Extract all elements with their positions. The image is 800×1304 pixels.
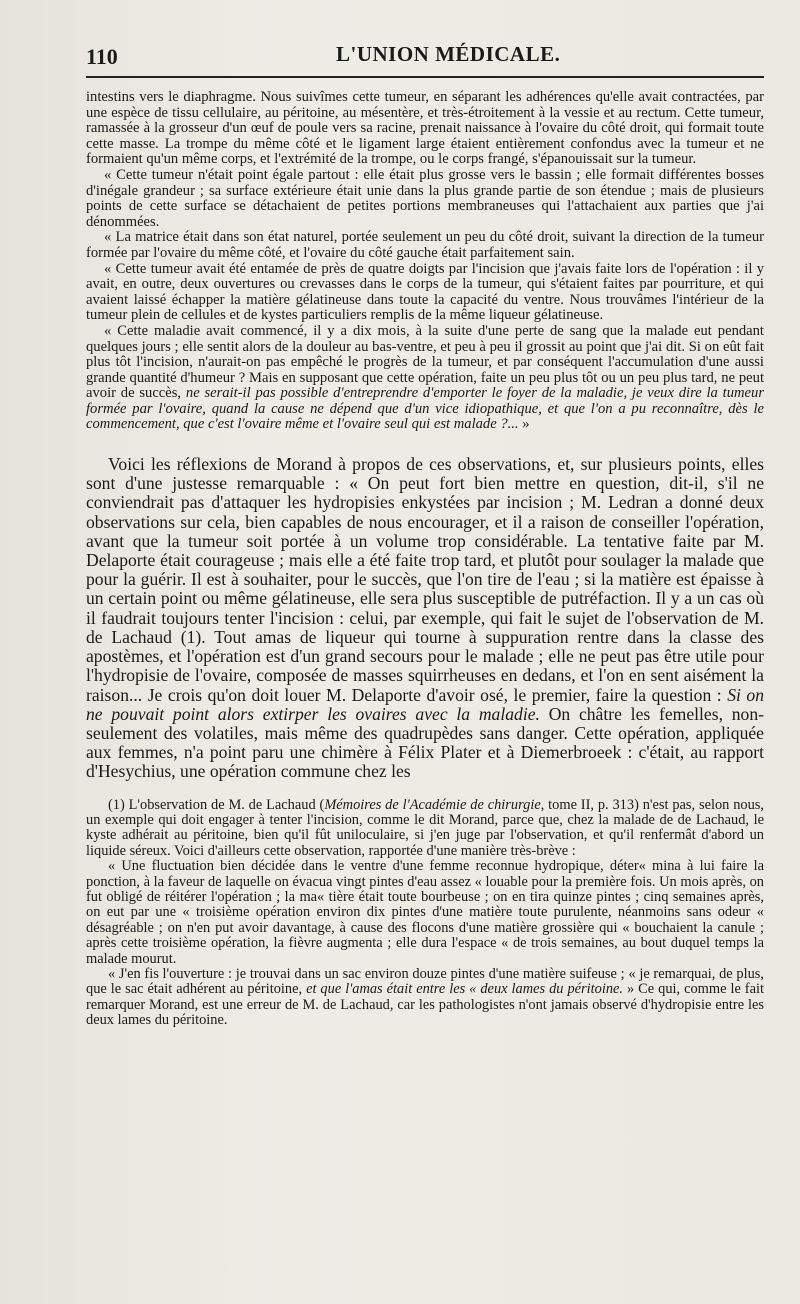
quoted-paragraph: « Cette tumeur n'était point égale partout : elle était plus grosse vers le bassin ; elle formait différentes bosses d'inégale grandeur ; sa surface extérieure était unie dans la plus grande partie de son étendue ; mais de plusieurs points de cette surface se détachaient de petites portions membraneuses qui l'attachaient aux parties que j'ai dénommées.: [86, 166, 764, 230]
main-text: [86, 455, 764, 781]
quoted-italic-text: ne serait-il pas possible d'entreprendre d'emporter le foyer de la maladie, je veux dire la tumeur formée par l'ovaire, quand la cause ne dépend que d'un vice idiopathique, et que l'on a pu reconnaître, dès le commencement, que c'est l'ovaire même et l'ovaire seul qui est malade ?...: [86, 385, 764, 433]
page-header: [86, 36, 764, 76]
quoted-text: « Cette maladie avait commencé, il y a dix mois, à la suite d'une perte de sang que la malade eut pendant quelques jours ; elle sentit alors de la douleur au bas-ventre, et peu à peu il grossit au point que j'ai dit. Si on eût fait plus tôt l'incision, n'aurait-on pas empêché le progrès de la tumeur, et par conséquent l'accumulation d'une aussi grande quantité d'humeur ? Mais en supposant que cette opération, faite un peu plus tôt ou un peu plus tard, ne peut avoir de succès,: [86, 322, 764, 402]
footnote-quote: « Une fluctuation bien décidée dans le ventre d'une femme reconnue hydropique, déter« mina à lui faire la ponction, à la faveur de laquelle on évacua vingt pintes d'eau assez « louable pour la première fois. Un mois après, on fut obligé de réitérer l'opération ; la ma« tière était toute bourbeuse ; on en tira quinze pintes ; cinq semaines après, on eut par une « troisième opération environ dix pintes d'une matière toute purulente, néanmoins sans odeur « désagréable ; on n'en put avoir davantage, à cause des flocons d'une matière grossière qui « bouchaient la canule ; après cette troisième opération, la fièvre augmenta ; elle dura l'espace « de trois semaines, au bout duquel temps la malade mourut.: [86, 858, 764, 967]
main-italic-question: Si on ne pouvait point alors extirper les ovaires avec la maladie.: [86, 684, 765, 724]
footnote-quote: [86, 967, 764, 1029]
quoted-paragraph: [86, 324, 764, 433]
footnote-italic-text: et que l'amas était entre les « deux lames du péritoine.: [306, 981, 623, 998]
page-number: 110: [86, 44, 118, 69]
footnote-text: « J'en fis l'ouverture : je trouvai dans un sac environ douze pintes d'une matière suifeuse ; « je remarquai, de plus, que le sac était adhérent au péritoine,: [86, 965, 764, 998]
main-paragraph: [86, 455, 764, 781]
quoted-closing: »: [518, 416, 530, 433]
main-text-part: On châtre les femelles, non-seulement des volatiles, mais même des quadrupèdes sans danger. Cette opération, appliquée aux femmes, n'a point paru une chimère à Félix Plater et à Diemerbroeek : c'était, au rapport d'Hesychius, une opération commune chez les: [86, 703, 764, 782]
header-rule: [86, 76, 764, 78]
quoted-paragraph: « La matrice était dans son état naturel, portée seulement un peu du côté droit, suivant la direction de la tumeur formée par l'ovaire du même côté, et l'ovaire du côté gauche était parfaitement sain.: [86, 229, 764, 261]
running-title: L'UNION MÉDICALE.: [336, 42, 561, 66]
footnote-text: » Ce qui, comme le fait remarquer Morand, est une erreur de M. de Lachaud, car les pathologistes n'ont jamais observé d'hydropisie entre les deux lames du péritoine.: [86, 981, 764, 1029]
quoted-paragraph: intestins vers le diaphragme. Nous suivîmes cette tumeur, en séparant les adhérences qu'elle avait contractées, par une espèce de tissu cellulaire, au péritoine, au mésentère, et très-étroitement à la vessie et au rectum. Cette tumeur, ramassée à la grosseur d'un œuf de poule vers sa racine, prenait naissance à l'ovaire du côté droit, qui formait toute cette masse. La trompe du même côté et le ligament large étaient entièrement confondus avec la tumeur et ne formaient qu'un même corps, et l'extrémité de la trompe, ou le corps frangé, s'épanouissait sur la tumeur.: [86, 89, 764, 168]
footnote-citation: Mémoires de l'Académie de chirurgie: [324, 796, 541, 813]
quoted-observation: [86, 90, 764, 433]
footnote-text: (1) L'observation de M. de Lachaud (: [108, 796, 325, 813]
main-text-part: Voici les réflexions de Morand à propos de ces observations, et, sur plusieurs points, elles sont d'une justesse remarquable : « On peut fort bien mettre en question, dit-il, s'il ne conviendrait pas d'attaquer les hydropisies enkystées par incision ; M. Ledran a donné deux observations sur cela, bien capables de nous encourager, et il a raison de conseiller l'opération, avant que la tumeur soit portée à un volume trop considérable. La tentative faite par M. Delaporte était courageuse ; mais elle a été faite trop tard, et plutôt pour soulager la malade que pour la guérir. Il est à souhaiter, pour le succès, que l'on tire de l'eau ; si la matière est épaisse à un certain point ou même gélatineuse, elle sera plus susceptible de putréfaction. Il y a un cas où il faudrait toujours tenter l'incision : celui, par exemple, qui fait le sujet de l'observation de M. de Lachaud (1). Tout amas de liqueur qui tourne à suppuration rentre dans la classe des apostèmes, et l'opération est d'un grand secours pour le malade ; elle ne peut pas être utile pour l'hydropisie de l'ovaire, composée de masses squirrheuses en dedans, et l'on en sent aisément la raison... Je crois qu'on doit louer M. Delaporte d'avoir osé, le premier, faire la question :: [86, 454, 764, 705]
footnotes: [86, 798, 764, 1029]
footnote-text: , tome II, p. 313) n'est pas, selon nous, un exemple qui doit engager à tenter l'incision, comme le dit Morand, parce que, chez la malade de de Lachaud, le kyste adhérait au péritoine, bien qu'il fût uniloculaire, si j'en juge par l'observation, et qu'il renfermât d'abord un liquide séreux. Voici d'ailleurs cette observation, rapportée d'une manière très-brève :: [86, 796, 764, 859]
quoted-paragraph: « Cette tumeur avait été entamée de près de quatre doigts par l'incision que j'avais faite lors de l'opération : il y avait, en outre, deux ouvertures ou crevasses dans le corps de la tumeur, qui s'étaient faites par pourriture, et qui avaient laissé échapper la matière gélatineuse dans toute la capacité du ventre. Nous trouvâmes l'intérieur de la tumeur plein de cellules et de kystes particuliers remplis de la même liqueur gélatineuse.: [86, 260, 764, 324]
footnote: [86, 798, 764, 860]
